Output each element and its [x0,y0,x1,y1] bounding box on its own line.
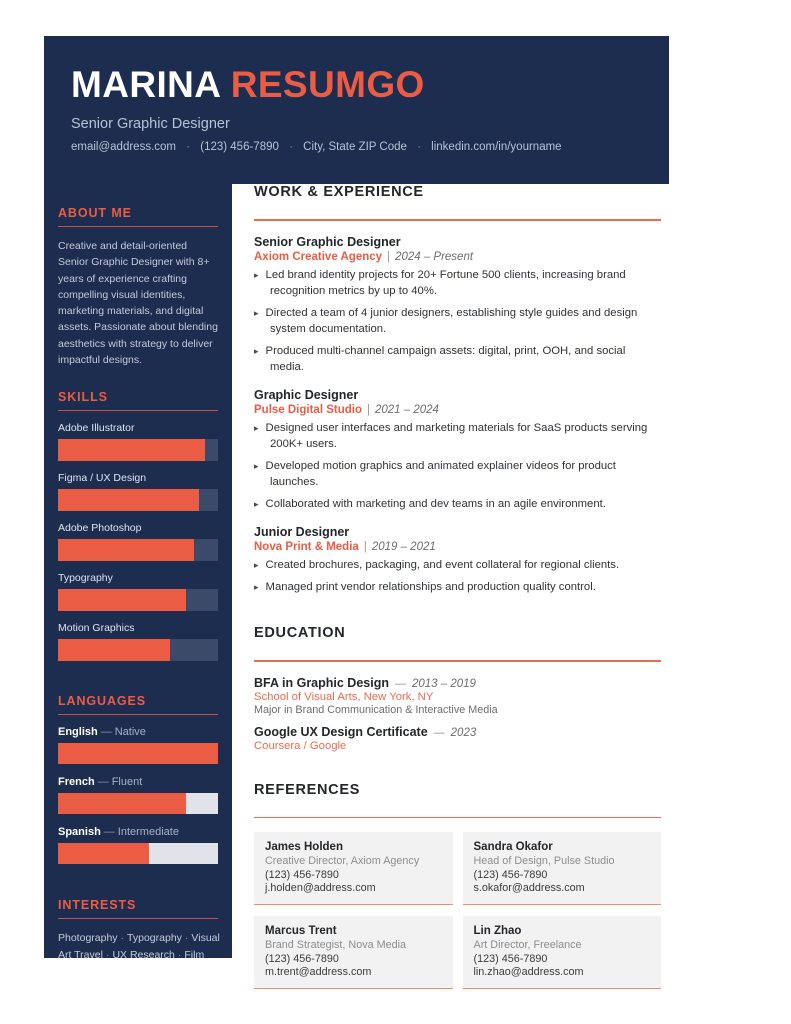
language-bar-fill [58,843,149,864]
skill-label: Motion Graphics [58,622,135,635]
interest-separator-icon: · [105,948,110,961]
interest-separator-icon: · [177,948,182,961]
skill-bar-track [58,439,218,461]
languages-heading: LANGUAGES [58,694,146,709]
contact-line [71,141,669,153]
spacer [58,368,218,390]
language-dash: — [97,776,109,789]
education-entry [254,725,661,752]
bullet-triangle-icon: ▸ [254,422,259,433]
contact-phone[interactable]: (123) 456-7890 [200,140,279,153]
bullet-triangle-icon: ▸ [254,498,259,509]
job-bullet: ▸ Designed user interfaces and marketing materials for SaaS products serving 200K+ users. [254,421,648,450]
skills-divider [58,410,218,411]
bullet-triangle-icon: ▸ [254,581,259,592]
contact-linkedin[interactable]: linkedin.com/in/yourname [431,140,562,153]
bullet-triangle-icon: ▸ [254,559,259,570]
skill-bar-fill [58,439,205,461]
candidate-job-title: Senior Graphic Designer [71,115,230,132]
language-level: Intermediate [117,826,179,839]
languages-section [58,694,218,864]
education-headline [254,725,661,739]
skills-heading: SKILLS [58,390,108,405]
job-bullet-list [254,267,661,375]
education-school: Coursera / Google [254,739,347,752]
about-divider [58,226,218,227]
skill-label: Typography [58,572,113,585]
skill-label: Figma / UX Design [58,472,147,485]
job-bullet: ▸ Produced multi-channel campaign assets: digital, print, OOH, and social media. [254,344,626,373]
job-bullet-list [254,420,661,512]
bullet-triangle-icon: ▸ [254,460,259,471]
job-bullet: ▸ Directed a team of 4 junior designers, establishing style guides and design system documentation. [254,306,638,335]
candidate-name [71,66,669,105]
interest-item: Visual Art Travel [58,932,220,961]
language-bar-fill [58,743,218,764]
reference-card [254,832,453,905]
reference-role: Art Director, Freelance [473,939,582,952]
about-section [58,206,218,368]
interests-heading: INTERESTS [58,898,137,913]
language-label [58,776,218,788]
language-bar-track [58,743,218,764]
language-name: Spanish [58,826,101,839]
job-role: Graphic Designer [254,387,359,402]
interest-item: Film [184,948,205,961]
skill-bar-track [58,639,218,661]
reference-phone[interactable]: (123) 456-7890 [473,869,548,882]
job-entry [254,525,661,595]
language-item [58,826,218,864]
job-bullet: ▸ Led brand identity projects for 20+ Fortune 500 clients, increasing brand recognition metrics by up to 40%. [254,268,626,297]
skill-item [58,522,218,561]
languages-divider [58,714,218,715]
reference-name: Marcus Trent [265,925,337,938]
job-entry [254,388,661,512]
work-divider [254,219,661,221]
reference-name: Lin Zhao [473,925,522,938]
language-name: French [58,776,95,789]
spacer [58,876,218,898]
about-heading: ABOUT ME [58,206,132,220]
education-section [254,625,661,752]
job-separator-icon: | [366,403,370,416]
job-dates: 2019 – 2021 [371,540,436,553]
education-dates: 2023 [450,726,477,739]
language-item [58,726,218,764]
job-company: Pulse Digital Studio [254,403,362,416]
job-entry [254,235,661,375]
education-heading: EDUCATION [254,625,346,641]
interest-item: Photography [58,932,118,945]
skill-bar-track [58,539,218,561]
contact-separator-icon: · [417,140,421,153]
skill-bar-fill [58,589,186,611]
language-bar-fill [58,793,186,814]
skill-label: Adobe Photoshop [58,522,142,535]
language-level: Native [114,726,146,739]
skill-bar-fill [58,539,194,561]
reference-email[interactable]: m.trent@address.com [265,966,372,979]
reference-phone[interactable]: (123) 456-7890 [265,953,339,966]
job-bullet: ▸ Collaborated with marketing and dev teams in an agile environment. [254,497,606,510]
job-bullet: ▸ Created brochures, packaging, and event collateral for regional clients. [254,558,620,571]
first-name: MARINA [71,64,221,105]
contact-email[interactable]: email@address.com [71,140,176,153]
contact-separator-icon: · [289,140,293,153]
references-heading: REFERENCES [254,781,361,798]
bullet-triangle-icon: ▸ [254,345,259,356]
language-level: Fluent [111,776,143,789]
job-meta [254,404,661,416]
interests-text [58,930,218,964]
education-dates: 2013 – 2019 [411,677,476,690]
resume-header [44,36,669,184]
skill-item [58,422,218,461]
job-company: Axiom Creative Agency [254,250,383,263]
interest-separator-icon: · [184,932,189,945]
reference-role: Creative Director, Axiom Agency [265,855,420,868]
education-divider [254,660,661,662]
references-divider [254,817,661,819]
skill-label: Adobe Illustrator [58,422,135,435]
language-dash: — [100,726,112,739]
language-bar-track [58,793,218,814]
interests-section [58,898,218,964]
bullet-triangle-icon: ▸ [254,307,259,318]
job-role: Junior Designer [254,524,350,539]
education-degree: Google UX Design Certificate [254,724,428,739]
contact-location: City, State ZIP Code [303,140,407,153]
reference-email[interactable]: s.okafor@address.com [473,882,585,895]
skill-item [58,472,218,511]
job-meta [254,251,661,263]
job-dates: 2021 – 2024 [374,403,439,416]
interest-item: UX Research [112,948,175,961]
job-bullet-list [254,557,661,595]
language-label [58,726,218,738]
language-item [58,776,218,814]
job-separator-icon: | [387,250,391,263]
language-label [58,826,218,838]
education-extra: Major in Brand Communication & Interactive Media [254,703,498,716]
languages-list [58,726,218,864]
reference-card [463,832,662,905]
education-school: School of Visual Arts, New York, NY [254,690,434,703]
reference-role: Head of Design, Pulse Studio [473,855,615,868]
language-name: English [58,726,98,739]
interests-divider [58,918,218,919]
skills-list [58,422,218,661]
job-separator-icon: | [363,540,367,553]
main-content [254,184,661,993]
reference-card [463,916,662,989]
skill-bar-track [58,489,218,511]
skills-section [58,390,218,661]
language-bar-track [58,843,218,864]
reference-name: James Holden [265,841,343,854]
skill-bar-track [58,589,218,611]
interest-item: Typography [127,932,182,945]
reference-role: Brand Strategist, Nova Media [265,939,407,952]
reference-email[interactable]: j.holden@address.com [265,882,376,895]
reference-phone[interactable]: (123) 456-7890 [265,869,339,882]
about-text: Creative and detail-oriented Senior Graphic Designer with 8+ years of experience crafting compelling visual identities, marketing materials, and digital assets. Passionate about blending aesthetics with strategy to deliver impactful designs. [58,240,218,366]
sidebar [44,184,232,961]
education-entry [254,676,661,716]
contact-separator-icon: · [186,140,191,153]
reference-phone[interactable]: (123) 456-7890 [473,953,548,966]
references-section [254,782,661,990]
education-headline [254,676,661,690]
references-grid [254,832,661,989]
skill-item [58,622,218,661]
job-meta [254,541,661,553]
job-role: Senior Graphic Designer [254,234,401,249]
skill-item [58,572,218,611]
jobs-list [254,235,661,595]
last-name: RESUMGO [230,64,425,105]
reference-name: Sandra Okafor [473,841,553,854]
job-bullet: ▸ Developed motion graphics and animated explainer videos for product launches. [254,459,616,488]
skill-bar-fill [58,639,170,661]
work-section [254,184,661,595]
education-dash-icon: — [394,677,406,690]
job-bullet: ▸ Managed print vendor relationships and production quality control. [254,580,596,593]
job-company: Nova Print & Media [254,540,359,553]
interest-separator-icon: · [120,932,125,945]
education-degree: BFA in Graphic Design [254,675,389,690]
skill-bar-fill [58,489,199,511]
reference-card [254,916,453,989]
job-dates: 2024 – Present [395,250,474,263]
education-list [254,676,661,752]
education-dash-icon: — [433,726,445,739]
reference-email[interactable]: lin.zhao@address.com [473,966,584,979]
bullet-triangle-icon: ▸ [254,269,259,280]
spacer [58,672,218,694]
work-heading: WORK & EXPERIENCE [254,184,424,200]
language-dash: — [103,826,115,839]
